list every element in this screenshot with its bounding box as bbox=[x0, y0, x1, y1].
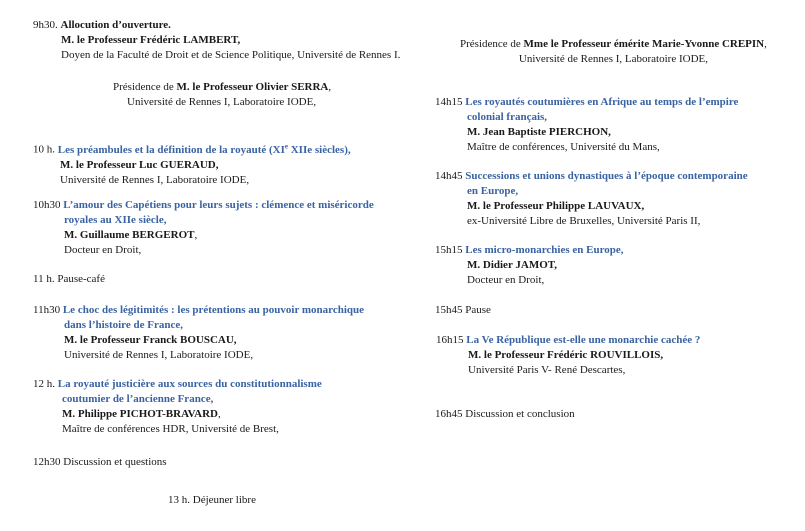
talk-1515 bbox=[435, 243, 624, 288]
talk-title-line-1: Le choc des légitimités : les prétentions au pouvoir monarchique bbox=[62, 304, 365, 316]
talk-speaker: M. Guillaume BERGEROT bbox=[64, 229, 195, 241]
talk-title-line-1: L’amour des Capétiens pour leurs sujets : clémence et miséricorde bbox=[63, 199, 374, 211]
talk-title: Les micro-monarchies en Europe, bbox=[465, 244, 624, 256]
presidency-suffix: , bbox=[764, 38, 767, 50]
presidency-name: M. le Professeur Olivier SERRA bbox=[176, 81, 329, 93]
talk-time: 16h15 bbox=[436, 334, 464, 346]
presidency-affiliation: Université de Rennes I, Laboratoire IODE, bbox=[127, 96, 317, 108]
pause-cafe bbox=[33, 272, 105, 287]
talk-title: La Ve République est-elle une monarchie cachée ? bbox=[466, 334, 701, 346]
talk-affiliation: Maître de conférences HDR, Université de Brest, bbox=[62, 423, 279, 435]
presidency-afternoon bbox=[460, 37, 767, 67]
talk-speaker: M. le Professeur Frédéric ROUVILLOIS, bbox=[468, 349, 664, 361]
talk-title-line-2: colonial français, bbox=[467, 111, 548, 123]
talk-time: 15h15 bbox=[435, 244, 463, 256]
talk-time: 14h15 bbox=[435, 96, 463, 108]
opening-speaker: M. le Professeur Frédéric LAMBERT, bbox=[61, 34, 241, 46]
opening-title: Allocution d’ouverture. bbox=[60, 19, 171, 31]
talk-speaker: M. le Professeur Luc GUERAUD, bbox=[60, 158, 219, 171]
discussion-time: 16h45 bbox=[435, 408, 463, 420]
presidency-prefix: Présidence de bbox=[113, 81, 177, 93]
opening-time: 9h30. bbox=[33, 19, 58, 31]
talk-1615 bbox=[436, 333, 700, 378]
talk-title-line-1: Les royautés coutumières en Afrique au temps de l’empire bbox=[465, 96, 739, 108]
talk-1030: 10h30 L’amour des Capétiens pour leurs sujets : clémence et miséricorde royales au XIIe siècle, M. Guillaume BERGEROT, Docteur en Droit, bbox=[33, 199, 374, 256]
presidency-suffix: , bbox=[328, 81, 332, 93]
talk-1000 bbox=[33, 139, 351, 188]
talk-speaker: M. le Professeur Franck BOUSCAU, bbox=[64, 334, 237, 346]
talk-affiliation: Université Paris V- René Descartes, bbox=[468, 364, 626, 376]
talk-time: 12 h. bbox=[33, 378, 55, 390]
presidency-prefix: Présidence de bbox=[460, 38, 524, 50]
talk-speaker: M. Didier JAMOT, bbox=[467, 259, 558, 271]
talk-title-line-2: coutumier de l’ancienne France, bbox=[62, 393, 214, 405]
pause-label: Pause bbox=[465, 304, 491, 316]
talk-affiliation: Université de Rennes I, Laboratoire IODE, bbox=[64, 349, 254, 361]
talk-affiliation: Université de Rennes I, Laboratoire IODE, bbox=[60, 173, 250, 186]
talk-affiliation: Maître de conférences, Université du Mans, bbox=[467, 141, 660, 153]
presidency-name: Mme le Professeur émérite Marie-Yvonne CREPIN bbox=[523, 38, 765, 50]
talk-affiliation: ex-Université Libre de Bruxelles, Université Paris II, bbox=[467, 215, 701, 227]
presidency-morning bbox=[113, 80, 331, 110]
pause-time: 15h45 bbox=[435, 304, 463, 316]
opening-affiliation: Doyen de la Faculté de Droit et de Science Politique, Université de Rennes I. bbox=[61, 49, 401, 61]
discussion-label: Discussion et conclusion bbox=[465, 408, 575, 420]
talk-affiliation: Docteur en Droit, bbox=[64, 244, 142, 256]
talk-title-line-2: dans l’histoire de France, bbox=[64, 319, 183, 331]
talk-speaker: M. Jean Baptiste PIERCHON, bbox=[467, 126, 611, 138]
talk-time: 10h30 bbox=[33, 199, 61, 211]
talk-1200: 12 h. La royauté justicière aux sources du constitutionnalisme coutumier de l’ancienne France, M. Philippe PICHOT-BRAVARD, Maître de conférences HDR, Université de Brest, bbox=[33, 378, 322, 435]
talk-speaker: M. le Professeur Philippe LAUVAUX, bbox=[467, 200, 645, 212]
discussion-morning bbox=[33, 455, 167, 470]
talk-speaker: M. Philippe PICHOT-BRAVARD bbox=[62, 408, 218, 420]
talk-1445 bbox=[435, 169, 748, 229]
talk-1415 bbox=[435, 95, 738, 155]
talk-time: 10 h. bbox=[33, 143, 55, 156]
presidency-affiliation: Université de Rennes I, Laboratoire IODE, bbox=[518, 53, 708, 65]
pause-time: 11 h. bbox=[33, 273, 55, 285]
opening-block bbox=[33, 18, 400, 63]
talk-affiliation: Docteur en Droit, bbox=[467, 274, 545, 286]
talk-1130 bbox=[33, 303, 364, 363]
talk-title-line-2: royales au XIIe siècle, bbox=[64, 214, 167, 226]
discussion-conclusion bbox=[435, 407, 575, 422]
pause-afternoon bbox=[435, 303, 491, 318]
talk-title-line-1: Successions et unions dynastiques à l’époque contemporaine bbox=[465, 170, 748, 182]
talk-time: 11h30 bbox=[33, 304, 61, 316]
lunch: 13 h. Déjeuner libre bbox=[168, 494, 256, 506]
discussion-time: 12h30 bbox=[33, 456, 61, 468]
pause-label: Pause-café bbox=[57, 273, 105, 285]
talk-title-line-1: La royauté justicière aux sources du constitutionnalisme bbox=[57, 378, 322, 390]
talk-title-line-2: en Europe, bbox=[467, 185, 519, 197]
talk-title: Les préambules et la définition de la royauté (XIe XIIe siècles), bbox=[57, 142, 351, 156]
talk-time: 14h45 bbox=[435, 170, 463, 182]
discussion-label: Discussion et questions bbox=[63, 456, 167, 468]
